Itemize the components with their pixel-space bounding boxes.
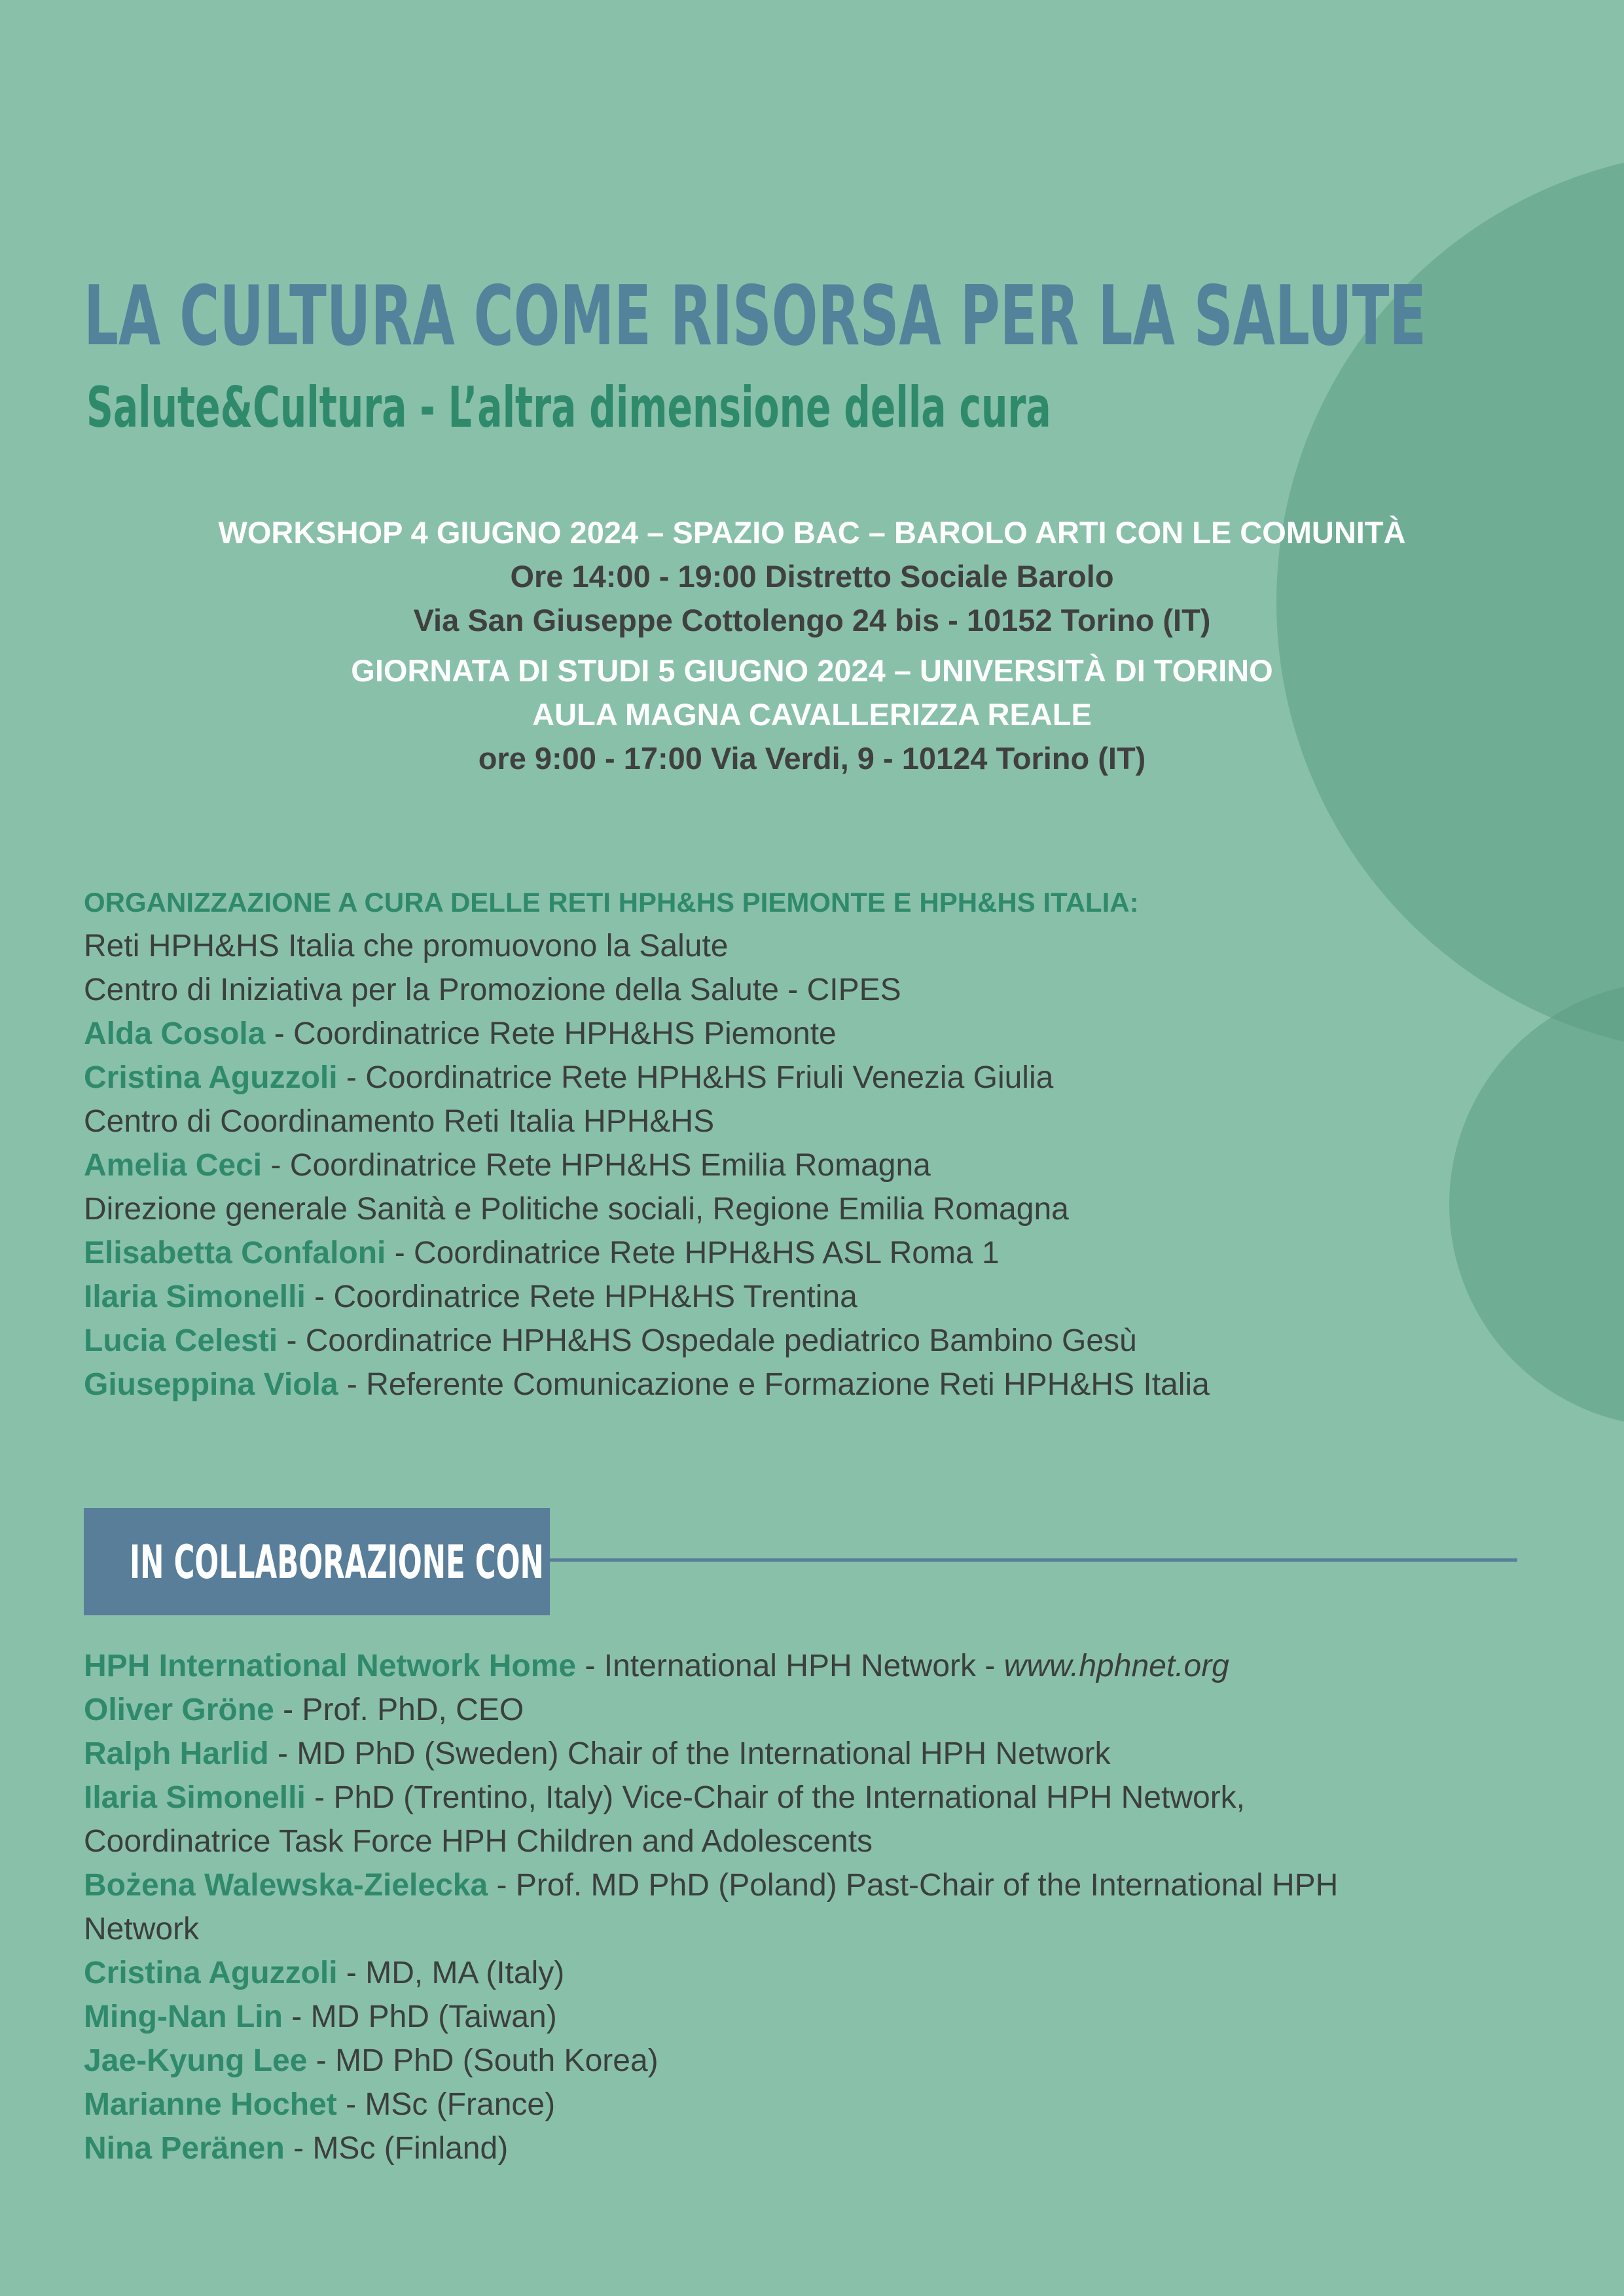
person-role: Centro di Iniziativa per la Promozione della Salute - CIPES xyxy=(84,973,901,1007)
person-role: Coordinatrice Task Force HPH Children and Adolescents xyxy=(84,1824,873,1859)
person-role: - MSc (France) xyxy=(336,2087,556,2122)
person-name: Amelia Ceci xyxy=(84,1148,262,1183)
list-item xyxy=(84,968,1210,1012)
person-role: - MD PhD (Sweden) Chair of the International HPH Network xyxy=(268,1736,1111,1771)
person-name: Cristina Aguzzoli xyxy=(84,1956,338,1990)
collaboration-section xyxy=(84,1644,1338,2170)
person-role: Reti HPH&HS Italia che promuovono la Salute xyxy=(84,929,729,963)
list-item xyxy=(84,1231,1210,1275)
person-name: Nina Peränen xyxy=(84,2131,285,2166)
list-item xyxy=(84,1951,1338,1995)
person-role: - Coordinatrice HPH&HS Ospedale pediatrico Bambino Gesù xyxy=(278,1323,1137,1358)
organization-list xyxy=(84,924,1210,1407)
organization-heading: ORGANIZZAZIONE A CURA DELLE RETI HPH&HS PIEMONTE E HPH&HS ITALIA: xyxy=(84,887,1139,918)
network-name: HPH International Network Home xyxy=(84,1649,577,1683)
list-item xyxy=(84,1275,1210,1319)
list-item xyxy=(84,1907,1338,1951)
study-day-time: ore 9:00 - 17:00 Via Verdi, 9 - 10124 Torino (IT) xyxy=(478,741,1146,776)
person-role: - Coordinatrice Rete HPH&HS Emilia Romagna xyxy=(262,1148,931,1183)
person-name: Alda Cosola xyxy=(84,1016,266,1051)
workshop-time: Ore 14:00 - 19:00 Distretto Sociale Barolo xyxy=(510,559,1114,594)
person-name: Ralph Harlid xyxy=(84,1736,269,1771)
list-item xyxy=(84,1056,1210,1100)
person-role: Network xyxy=(84,1912,200,1946)
list-item xyxy=(84,1863,1338,1907)
list-item xyxy=(84,2039,1338,2083)
list-item xyxy=(84,1363,1210,1407)
person-name: Marianne Hochet xyxy=(84,2087,337,2122)
list-item xyxy=(84,1995,1338,2039)
list-item xyxy=(84,1644,1338,1688)
person-role: - Prof. MD PhD (Poland) Past-Chair of the International HPH xyxy=(488,1868,1339,1903)
person-name: Ming-Nan Lin xyxy=(84,2000,283,2034)
person-role: Centro di Coordinamento Reti Italia HPH&HS xyxy=(84,1104,715,1139)
divider xyxy=(550,1558,1517,1562)
list-item xyxy=(84,1187,1210,1231)
person-name: Ilaria Simonelli xyxy=(84,1280,306,1314)
person-role: - Prof. PhD, CEO xyxy=(274,1693,524,1727)
list-item xyxy=(84,1012,1210,1056)
person-name: Lucia Celesti xyxy=(84,1323,278,1358)
person-name: Jae-Kyung Lee xyxy=(84,2043,308,2078)
person-role: - Coordinatrice Rete HPH&HS Friuli Venezia Giulia xyxy=(337,1060,1054,1095)
list-item xyxy=(84,1820,1338,1863)
person-name: Bożena Walewska-Zielecka xyxy=(84,1868,488,1903)
person-role: - Coordinatrice Rete HPH&HS ASL Roma 1 xyxy=(386,1236,1000,1270)
list-item xyxy=(84,2083,1338,2126)
list-item xyxy=(84,1776,1338,1820)
network-description: - International HPH Network - xyxy=(576,1649,1004,1683)
workshop-title: WORKSHOP 4 GIUGNO 2024 – SPAZIO BAC – BAROLO ARTI CON LE COMUNITÀ xyxy=(218,515,1406,550)
event-info xyxy=(0,511,1624,780)
person-role: - PhD (Trentino, Italy) Vice-Chair of the International HPH Network, xyxy=(305,1780,1246,1815)
page-title: LA CULTURA COME RISORSA PER LA SALUTE xyxy=(84,268,1427,364)
person-role: - Referente Comunicazione e Formazione Reti HPH&HS Italia xyxy=(338,1367,1210,1402)
person-role: - Coordinatrice Rete HPH&HS Trentina xyxy=(305,1280,857,1314)
collaboration-banner xyxy=(84,1508,550,1615)
person-name: Elisabetta Confaloni xyxy=(84,1236,386,1270)
list-item xyxy=(84,1319,1210,1363)
person-name: Ilaria Simonelli xyxy=(84,1780,306,1815)
person-role: - Coordinatrice Rete HPH&HS Piemonte xyxy=(265,1016,837,1051)
decorative-circle-small xyxy=(1449,982,1624,1427)
organization-section xyxy=(84,880,1210,1407)
person-role: Direzione generale Sanità e Politiche sociali, Regione Emilia Romagna xyxy=(84,1192,1069,1227)
person-name: Cristina Aguzzoli xyxy=(84,1060,338,1095)
person-role: - MD PhD (South Korea) xyxy=(307,2043,659,2078)
person-role: - MD PhD (Taiwan) xyxy=(282,2000,557,2034)
study-day-title: GIORNATA DI STUDI 5 GIUGNO 2024 – UNIVERSITÀ DI TORINO xyxy=(351,653,1273,688)
person-role: - MD, MA (Italy) xyxy=(337,1956,565,1990)
list-item xyxy=(84,1688,1338,1732)
list-item xyxy=(84,1100,1210,1143)
network-url[interactable]: www.hphnet.org xyxy=(1003,1649,1229,1683)
list-item xyxy=(84,924,1210,968)
page-subtitle: Salute&Cultura - L’altra dimensione della cura xyxy=(86,375,1051,440)
workshop-address: Via San Giuseppe Cottolengo 24 bis - 10152 Torino (IT) xyxy=(413,603,1211,637)
list-item xyxy=(84,1732,1338,1776)
person-role: - MSc (Finland) xyxy=(284,2131,509,2166)
person-name: Oliver Gröne xyxy=(84,1693,274,1727)
list-item xyxy=(84,1143,1210,1187)
person-name: Giuseppina Viola xyxy=(84,1367,338,1402)
study-day-venue: AULA MAGNA CAVALLERIZZA REALE xyxy=(532,697,1092,732)
collaboration-heading: IN COLLABORAZIONE CON xyxy=(130,1535,544,1589)
list-item xyxy=(84,2126,1338,2170)
